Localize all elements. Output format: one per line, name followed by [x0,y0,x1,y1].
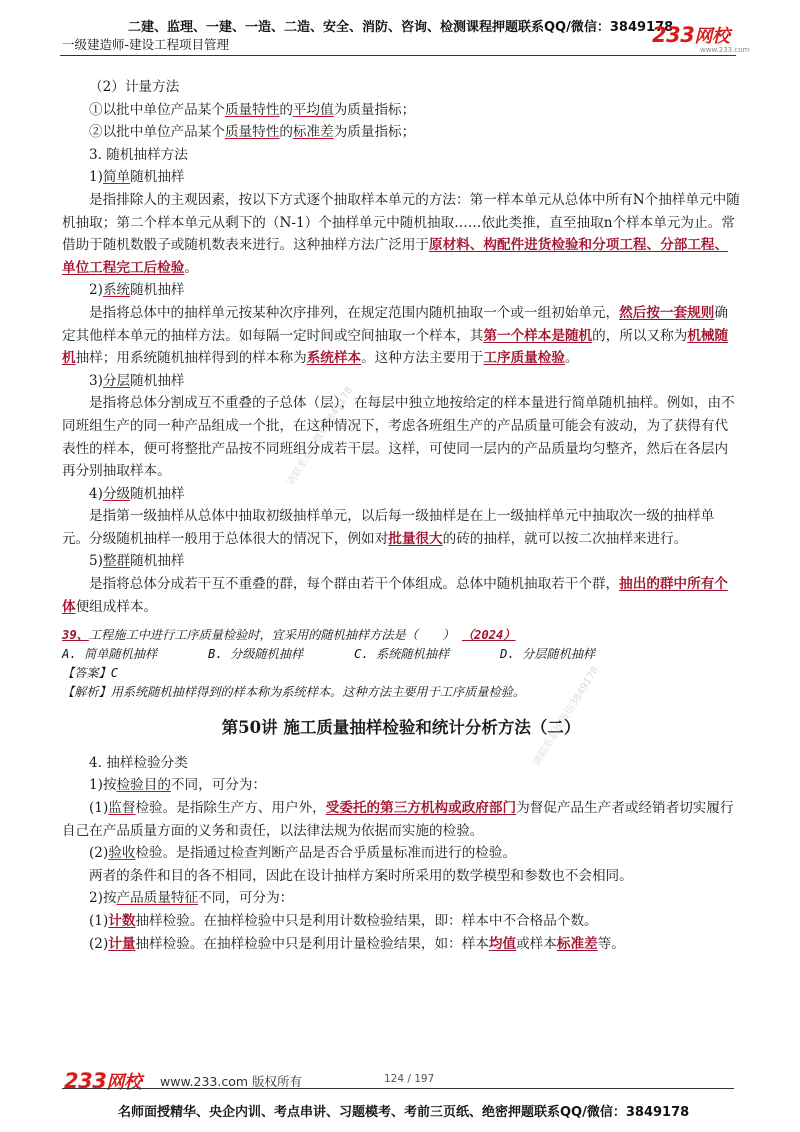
question-stem: 39、工程施工中进行工序质量检验时，宜采用的随机抽样方法是（ ） （2024） [62,628,516,643]
subsection-heading: 2)按产品质量特征不同，可分为： [89,890,294,907]
paragraph: ①以批中单位产品某个质量特性的平均值为质量指标； [89,101,416,118]
subsection-heading: 1)简单随机抽样 [89,169,185,186]
logo-url: www.233.com [700,46,750,54]
logo-text: 网校 [106,1072,142,1093]
logo-number: 233 [652,23,695,47]
section-heading: 4. 抽样检验分类 [89,754,188,771]
option-c: C. 系统随机抽样 [354,647,450,662]
option-d: D. 分层随机抽样 [500,647,596,662]
subsection-heading: 2)系统随机抽样 [89,282,185,299]
option-a: A. 简单随机抽样 [62,647,158,662]
exam-question [62,626,740,702]
subsection-heading: 4)分级随机抽样 [89,485,185,502]
question-analysis: 【解析】用系统随机抽样得到的样本称为系统样本。这种方法主要用于工序质量检验。 [62,685,526,700]
paragraph: (2)计量抽样检验。在抽样检验中只是利用计量检验结果，如：样本均值或样本标准差等。 [89,935,625,952]
paragraph: 是指将总体分割成互不重叠的子总体（层），在每层中独立地按给定的样本量进行简单随机抽样。例如，由不同班组生产的同一种产品组成一个批，在这种情况下，考虑各班组生产的产品质量可能会有波动，为了获得有代表性的样本，便可将整批产品按不同班组分成若干层。这样，可使同一层内的产品质量均匀整齐，然后在各层内再分别抽取样本。 [62,395,735,480]
logo-number: 233 [64,1069,107,1093]
paragraph: (1)计数抽样检验。在抽样检验中只是利用计数检验结果，即：样本中不合格品个数。 [89,913,598,929]
subsection-heading: 1)按检验目的不同，可分为： [89,777,267,794]
question-answer: 【答案】C [62,666,119,681]
footer-divider [62,1088,734,1089]
paragraph: (2)验收检验。是指通过检查判断产品是否合乎质量标准而进行的检验。 [89,845,517,862]
paragraph: (1)监督检验。是指除生产方、用户外，受委托的第三方机构或政府部门为督促产品生产者或经销者切实履行自己在产品质量方面的义务和责任，以法律法规为依据而实施的检验。 [62,800,734,839]
footer-site: www.233.com 版权所有 [160,1074,302,1089]
paragraph: ②以批中单位产品某个质量特性的标准差为质量指标； [89,124,416,141]
footer-contact-line: 名师面授精华、央企内训、考点串讲、习题模考、考前三页纸、绝密押题联系QQ/微信：3849178 [118,1105,690,1120]
paragraph: 是指将总体中的抽样单元按某种次序排列，在规定范围内随机抽取一个或一组初始单元，然后按一套规则确定其他样本单元的抽样方法。如每隔一定时间或空间抽取一个样本，其第一个样本是随机的，所以又称为机械随机抽样；用系统随机抽样得到的样本称为系统样本。这种方法主要用于工序质量检验。 [62,304,729,367]
footer-logo [64,1068,141,1094]
logo-text: 网校 [694,26,730,47]
paragraph: 是指排除人的主观因素，按以下方式逐个抽取样本单元的方法：第一样本单元从总体中所有N个抽样单元中随机抽取；第二个样本单元从剩下的（N-1）个抽样单元中随机抽取……依此类推，直至抽取n个样本单元为止。常借助于随机数骰子或随机数表来进行。这种抽样方法广泛用于原材料、构配件进货检验和分项工程、分部工程、单位工程完工后检验。 [62,191,740,276]
question-year: （2024） [461,628,516,643]
section-heading: 3. 随机抽样方法 [89,146,188,163]
header-contact-line: 二建、监理、一建、一造、二造、安全、消防、咨询、检测课程押题联系QQ/微信：3849178 [128,20,674,35]
page-number: 124 / 197 [384,1073,435,1085]
subsection-heading: 3)分层随机抽样 [89,372,185,389]
option-b: B. 分级随机抽样 [208,647,304,662]
header-divider [60,55,736,56]
question-number: 39、 [62,628,89,643]
chapter-title: 第50讲 施工质量抽样检验和统计分析方法（二） [221,718,581,738]
question-options [62,645,740,664]
watermark: 请联系系统微信3849178 [531,664,602,768]
paragraph: 是指将总体分成若干互不重叠的群，每个群由若干个体组成。总体中随机抽取若干个群，抽出的群中所有个体便组成样本。 [62,576,728,615]
document-subtitle: 一级建造师-建设工程项目管理 [62,37,230,52]
watermark: 请联系系统微信3849178 [285,384,356,488]
paragraph: 两者的条件和目的各不相同，因此在设计抽样方案时所采用的数学模型和参数也不会相同。 [89,867,633,884]
brand-logo [652,22,729,48]
section-heading: （2）计量方法 [89,79,180,95]
page-content [62,76,740,955]
subsection-heading: 5)整群随机抽样 [89,553,185,570]
paragraph: 是指第一级抽样从总体中抽取初级抽样单元，以后每一级抽样是在上一级抽样单元中抽取次一级的抽样单元。分级随机抽样一般用于总体很大的情况下，例如对批量很大的砖的抽样，就可以按二次抽样来进行。 [62,508,715,547]
